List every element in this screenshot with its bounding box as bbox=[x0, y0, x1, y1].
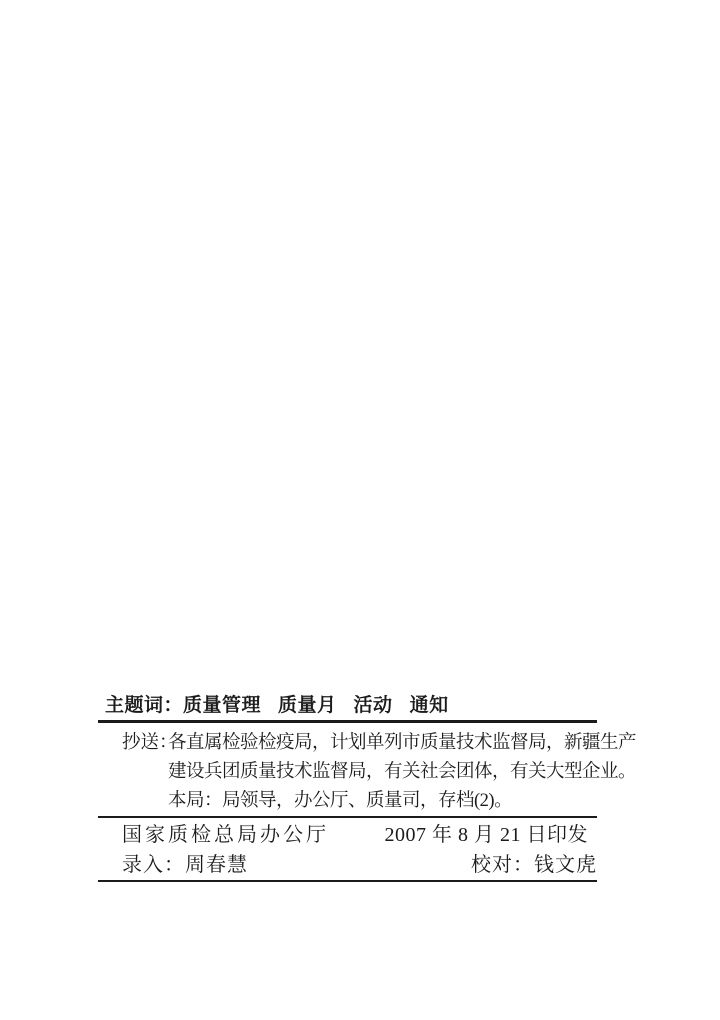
typist-label: 录入： bbox=[122, 853, 185, 876]
typist-line bbox=[122, 850, 248, 880]
print-date: 2007 年 8 月 21 日印发 bbox=[384, 823, 588, 846]
proofreader-line bbox=[471, 850, 597, 880]
subject-keyword-2: 质量月 bbox=[278, 695, 337, 716]
typist-proofreader-row bbox=[122, 850, 597, 880]
document-version-block bbox=[98, 692, 637, 882]
issuing-office: 国家质检总局办公厅 bbox=[122, 823, 329, 846]
issuer-date-row bbox=[122, 820, 597, 850]
subject-keyword-3: 活动 bbox=[353, 695, 393, 716]
separator-rule-top bbox=[98, 720, 597, 723]
cc-line-1: 各直属检验检疫局，计划单列市质量技术监督局，新疆生产 bbox=[168, 732, 637, 753]
subject-keyword-4: 通知 bbox=[409, 695, 449, 716]
cc-lines bbox=[168, 729, 636, 816]
subject-label: 主题词： bbox=[105, 695, 184, 716]
issuance-footer bbox=[98, 818, 597, 880]
proofreader-name: 钱文虎 bbox=[534, 853, 597, 876]
proofreader-label: 校对： bbox=[471, 853, 534, 876]
typist-name: 周春慧 bbox=[185, 853, 248, 876]
cc-line-2: 建设兵团质量技术监督局，有关社会团体，有关大型企业。 bbox=[168, 761, 637, 782]
subject-keywords-line bbox=[98, 692, 597, 720]
subject-keyword-1: 质量管理 bbox=[183, 695, 262, 716]
separator-rule-bottom bbox=[98, 880, 597, 883]
cc-section bbox=[98, 729, 637, 816]
cc-line-3: 本局：局领导，办公厅、质量司，存档(2)。 bbox=[168, 790, 513, 811]
cc-label: 抄送： bbox=[122, 732, 178, 753]
